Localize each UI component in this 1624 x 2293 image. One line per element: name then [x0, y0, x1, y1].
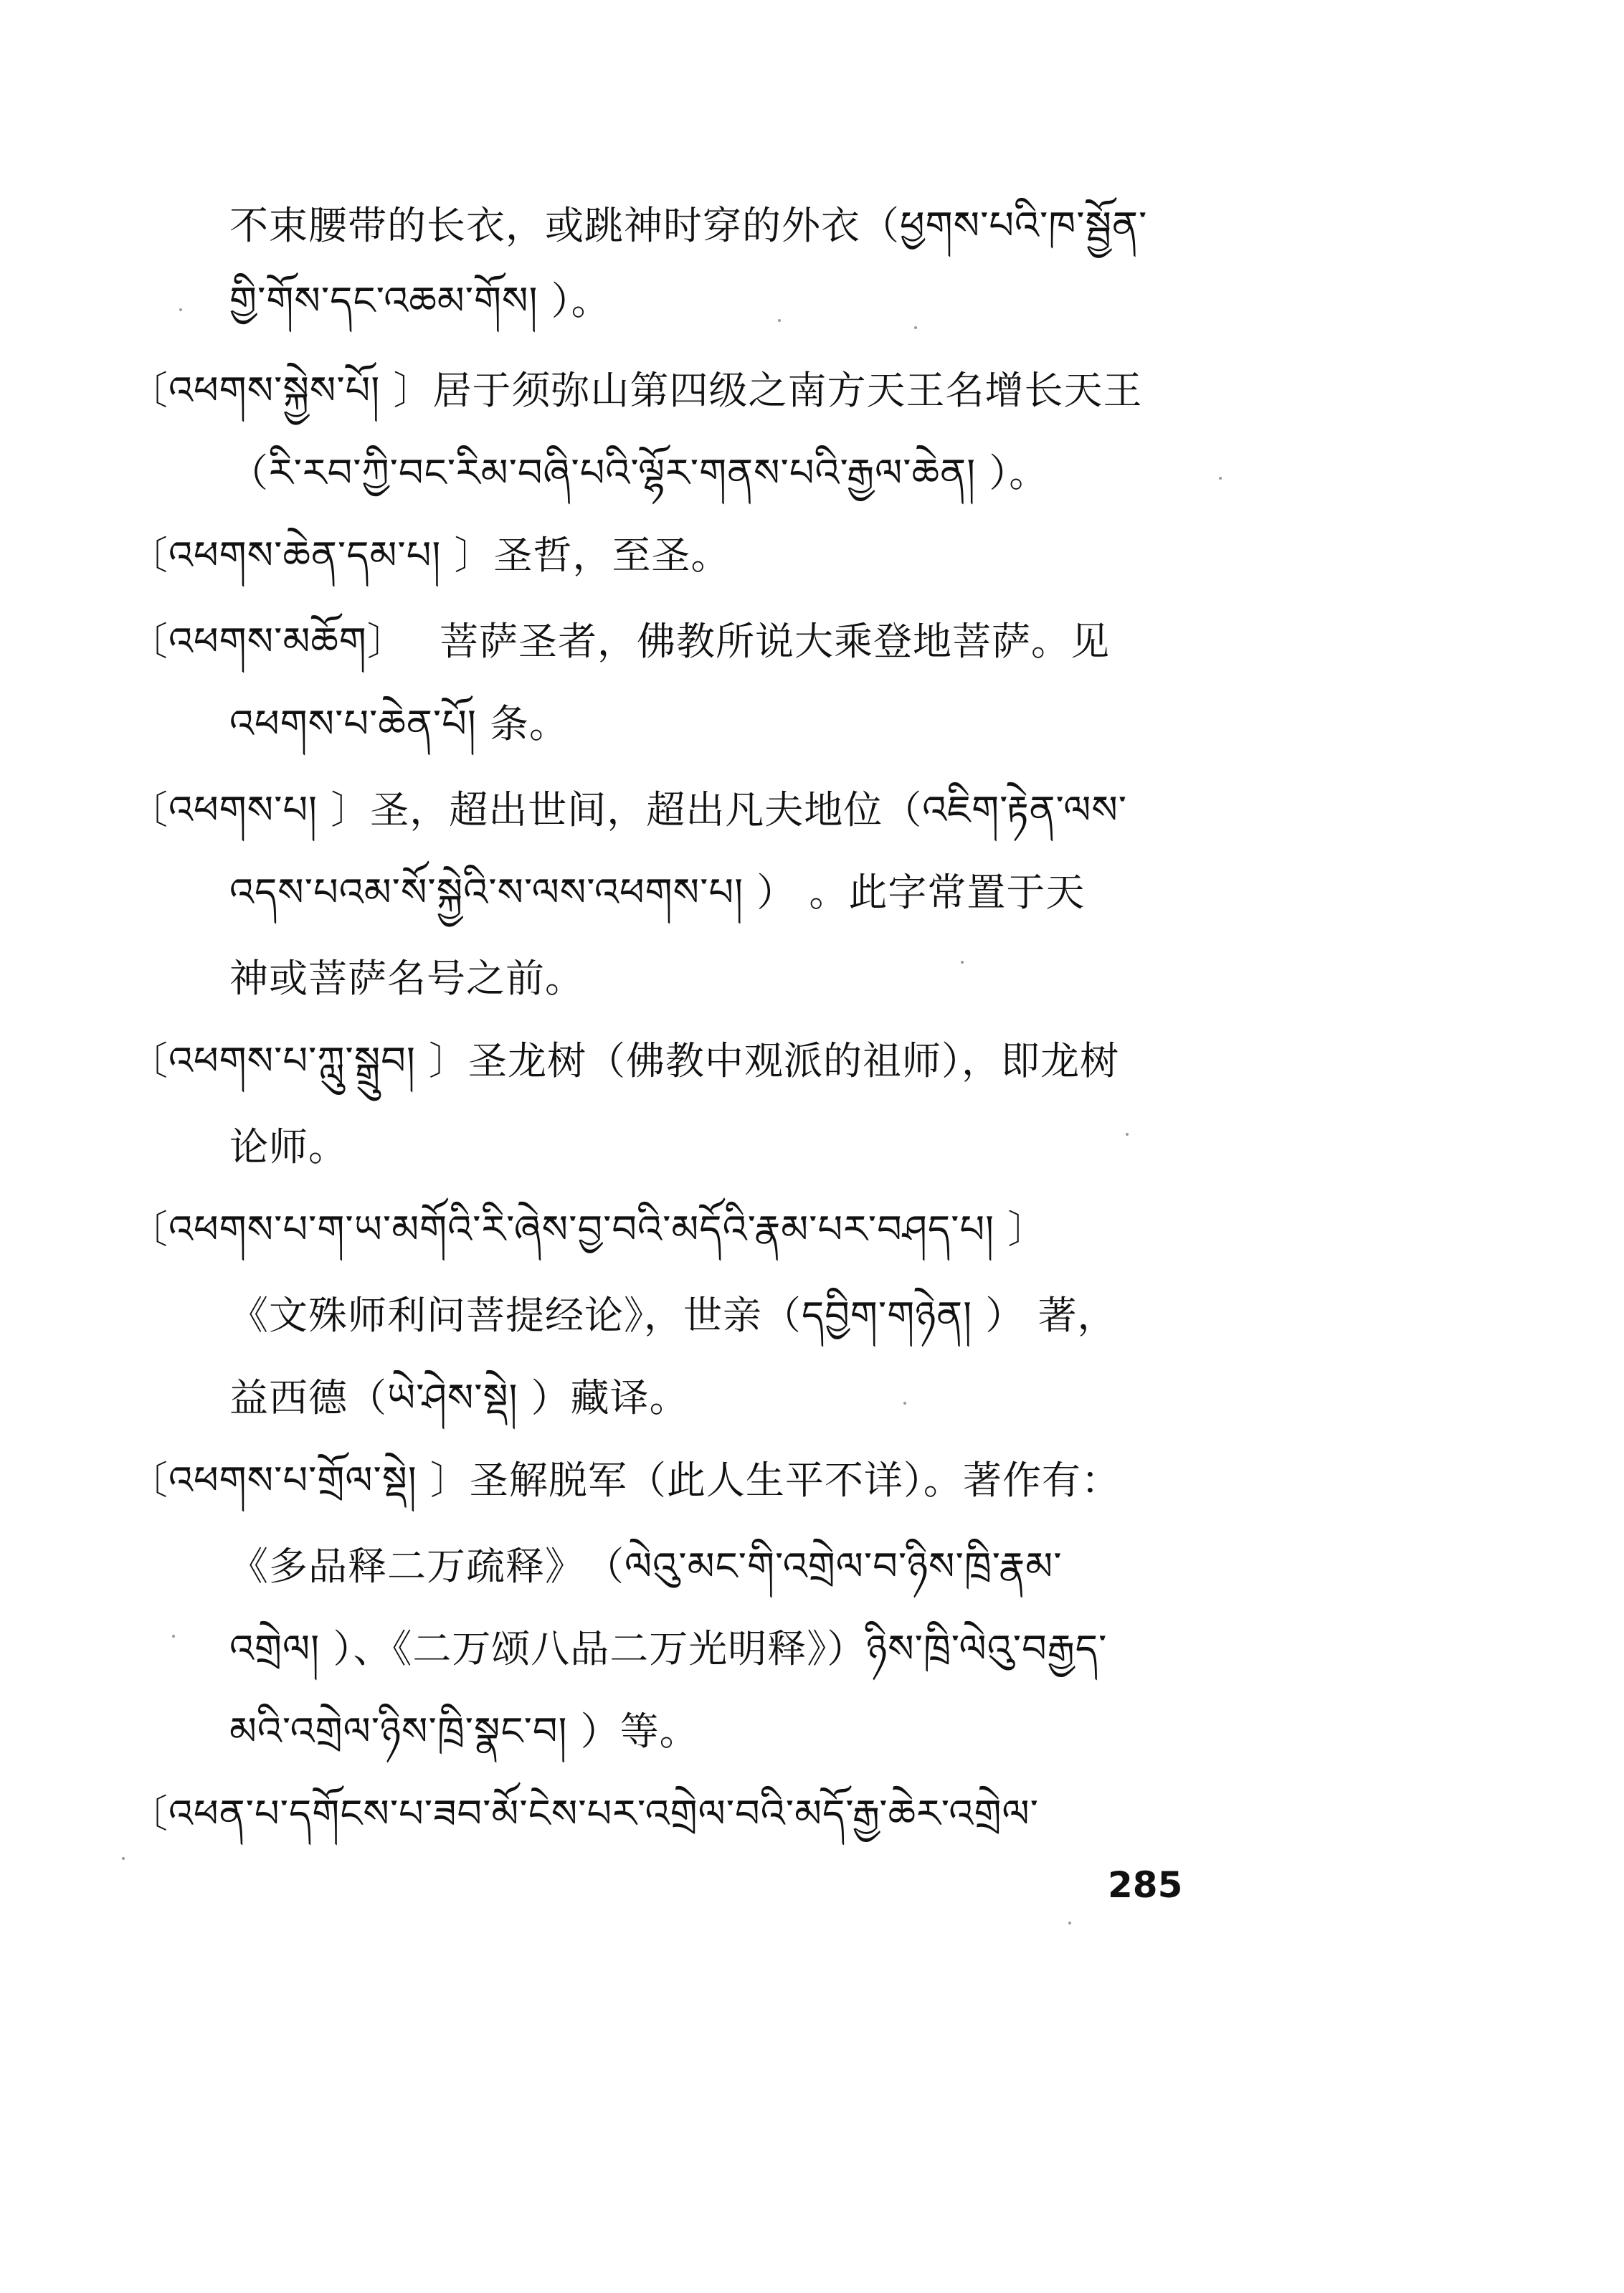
entry-headword-line: 〔འཕགས་ཆེན་དམ་པ། 〕圣哲，至圣。	[129, 533, 731, 578]
entry-line: མའི་འགྲེལ་ཉིས་ཁྲི་སྣང་བ། ）等。	[229, 1709, 699, 1754]
scan-speck	[778, 319, 781, 322]
entry-line: 神或菩萨名号之前。	[229, 956, 584, 1001]
entry-line: འདས་པའམ་སོ་སྐྱེའི་ས་ལས་འཕགས་པ། ） 。此字常置于天	[229, 870, 1086, 915]
entry-line: 不束腰带的长衣，或跳神时穿的外衣（ཕྱགས་པའི་ཁ་སྦྱོན་	[229, 203, 1148, 248]
entry-headword-line: 〔འཕགས་པ། 〕圣，超出世间，超出凡夫地位（འཇིག་རྟེན་ལས་	[129, 787, 1128, 832]
entry-line: 益西德（ཡེ་ཤེས་སྡེ། ）藏译。	[229, 1375, 689, 1420]
entry-line: འཕགས་པ་ཆེན་པོ། 条。	[229, 701, 569, 746]
entry-headword-line: 〔འཕགས་སྐྱེས་པོ། 〕居于须弥山第四级之南方天王名增长天王	[129, 368, 1143, 413]
entry-line: 论师。	[229, 1124, 348, 1169]
scan-speck	[961, 961, 964, 964]
entry-headword-line: 〔འཕགས་པ་གྲོལ་སྡེ། 〕圣解脱军（此人生平不详）。著作有：	[129, 1458, 1121, 1503]
entry-headword-line: 〔འཕགས་པ་ཀླུ་སྒྲུབ། 〕圣龙树（佛教中观派的祖师），即龙树	[129, 1038, 1119, 1083]
scan-speck	[172, 1635, 175, 1638]
scan-speck	[1068, 1922, 1071, 1924]
scan-speck	[903, 1402, 906, 1405]
entry-headword-line: 〔འཕགས་པ་ག་ཡ་མགོའི་རི་ཞེས་བྱ་བའི་མདོའི་རྣམ་པར་བཤད་པ། 〕	[129, 1207, 1048, 1252]
scan-speck	[1219, 477, 1222, 480]
entry-line: 《多品释二万疏释》 （ལེའུ་མང་གི་འགྲེལ་བ་ཉིས་ཁྲི་རྣམ་	[229, 1544, 1063, 1589]
entry-line: གྱི་གོས་དང་འཆམ་གོས། ）。	[229, 278, 611, 323]
scan-speck	[914, 326, 917, 329]
entry-headword-line: 〔འཕགས་མཆོག〕 菩萨圣者，佛教所说大乘登地菩萨。见	[129, 619, 1110, 664]
entry-line: 《文殊师利问菩提经论》，世亲（དབྱིག་གཉེན། ） 著，	[229, 1293, 1117, 1338]
entry-headword-line: 〔འཕན་པ་དགོངས་པ་ཟབ་མོ་ངེས་པར་འགྲེལ་བའི་མདོ་རྒྱ་ཆེར་འགྲེལ་	[129, 1791, 1039, 1836]
page-number: 285	[1108, 1864, 1183, 1906]
entry-line: （རི་རབ་ཀྱི་བང་རིམ་བཞི་པའི་ལྷོར་གནས་པའི་རྒྱལ་ཆེན། ）。	[229, 450, 1049, 495]
scan-speck	[122, 1857, 125, 1860]
scan-speck	[1126, 1133, 1129, 1136]
scan-speck	[179, 308, 182, 311]
entry-line: འགྲེལ། ）、《二万颂八品二万光明释》）ཉིས་ཁྲི་ལེའུ་བརྒྱད་	[229, 1626, 1108, 1671]
